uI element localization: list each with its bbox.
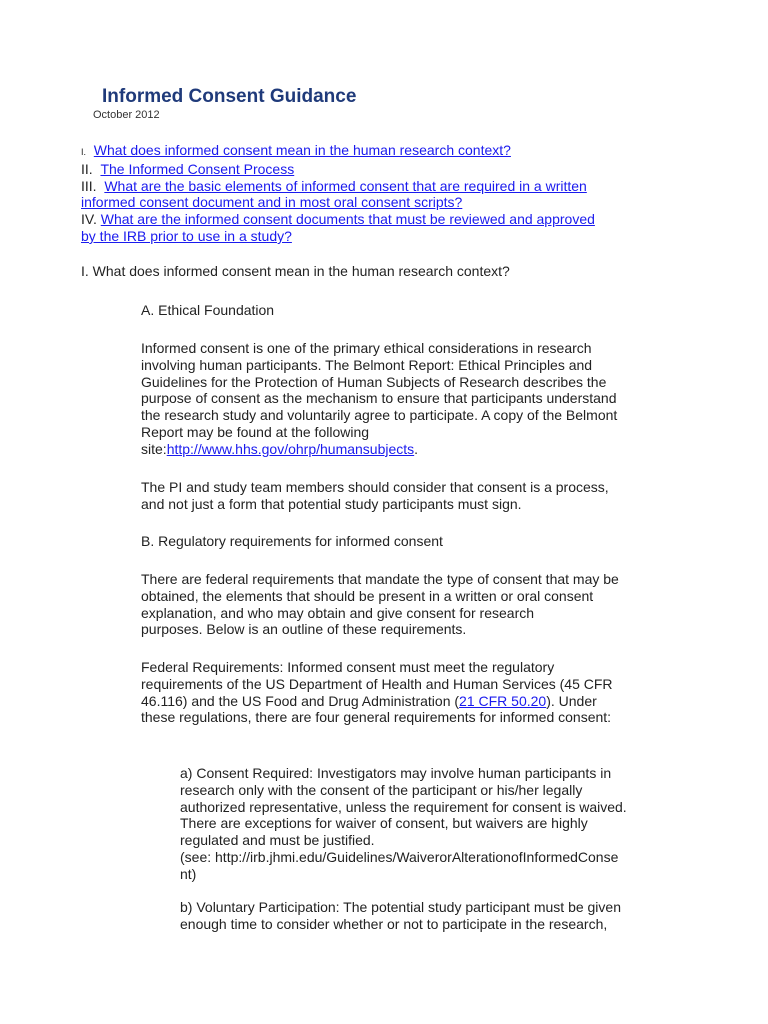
paragraph-federal-overview bbox=[141, 571, 681, 638]
paragraph-line: authorized representative, unless the requirement for consent is waived. bbox=[180, 798, 627, 815]
paragraph-line: regulated and must be justified. bbox=[180, 832, 375, 849]
document-title: Informed Consent Guidance bbox=[102, 86, 357, 107]
paragraph-line: nt) bbox=[180, 865, 197, 882]
toc-link-4-line-2[interactable]: by the IRB prior to use in a study? bbox=[81, 227, 292, 244]
toc-item-3-number: III. bbox=[81, 177, 97, 194]
paragraph-line: purpose of consent as the mechanism to ensure that participants understand bbox=[141, 390, 617, 407]
paragraph-line: Report may be found at the following bbox=[141, 423, 370, 440]
paragraph-line: and not just a form that potential study participants must sign. bbox=[141, 495, 522, 512]
paragraph-line: the research study and voluntarily agree to participate. A copy of the Belmont bbox=[141, 407, 618, 424]
toc-link-4-line-1[interactable]: What are the informed consent documents that must be reviewed and approved bbox=[100, 211, 595, 228]
toc-item-1 bbox=[81, 142, 681, 161]
table-of-contents bbox=[81, 142, 681, 245]
subsection-b-heading: B. Regulatory requirements for informed consent bbox=[141, 533, 443, 549]
paragraph-line: enough time to consider whether or not to participate in the research, bbox=[180, 915, 608, 932]
subsection-a-heading: A. Ethical Foundation bbox=[141, 302, 275, 318]
paragraph-line: research only with the consent of the participant or his/her legally bbox=[180, 781, 583, 798]
paragraph-process bbox=[141, 479, 681, 513]
site-prefix: site: bbox=[141, 440, 167, 457]
paragraph-line: these regulations, there are four general requirements for informed consent: bbox=[141, 709, 612, 726]
cfr-suffix: ). Under bbox=[546, 692, 597, 709]
paragraph-line: a) Consent Required: Investigators may involve human participants in bbox=[180, 765, 612, 781]
toc-link-1[interactable]: What does informed consent mean in the human research context? bbox=[93, 142, 511, 158]
toc-item-4 bbox=[81, 211, 681, 228]
document-date: October 2012 bbox=[93, 109, 160, 121]
item-voluntary-participation bbox=[180, 899, 690, 933]
section-1-heading: I. What does informed consent mean in the human research context? bbox=[81, 263, 510, 279]
paragraph-line: (see: http://irb.jhmi.edu/Guidelines/WaiverorAlterationofInformedConse bbox=[180, 848, 619, 865]
paragraph-line: explanation, and who may obtain and give consent for research bbox=[141, 604, 535, 621]
paragraph-line: There are federal requirements that mandate the type of consent that may be bbox=[141, 571, 619, 587]
toc-item-3 bbox=[81, 178, 681, 195]
toc-item-2 bbox=[81, 161, 681, 178]
belmont-report-link[interactable]: http://www.hhs.gov/ohrp/humansubjects bbox=[166, 440, 415, 457]
paragraph-line-with-link bbox=[141, 693, 681, 710]
paragraph-ethical-foundation bbox=[141, 340, 681, 458]
paragraph-line-with-link bbox=[141, 441, 681, 458]
item-consent-required bbox=[180, 765, 690, 883]
toc-item-3-cont bbox=[81, 194, 681, 211]
paragraph-line: Federal Requirements: Informed consent must meet the regulatory bbox=[141, 659, 555, 675]
paragraph-line: The PI and study team members should consider that consent is a process, bbox=[141, 479, 609, 495]
paragraph-federal-requirements bbox=[141, 659, 681, 726]
cfr-prefix: 46.116) and the US Food and Drug Administration ( bbox=[141, 692, 460, 709]
paragraph-line: There are exceptions for waiver of consent, but waivers are highly bbox=[180, 815, 588, 832]
toc-link-2[interactable]: The Informed Consent Process bbox=[100, 160, 295, 177]
paragraph-line: Informed consent is one of the primary ethical considerations in research bbox=[141, 340, 592, 356]
paragraph-line: obtained, the elements that should be present in a written or oral consent bbox=[141, 587, 594, 604]
paragraph-line: requirements of the US Department of Health and Human Services (45 CFR bbox=[141, 675, 613, 692]
toc-item-2-number: II. bbox=[81, 160, 93, 177]
paragraph-line: involving human participants. The Belmont Report: Ethical Principles and bbox=[141, 356, 593, 373]
paragraph-line: purposes. Below is an outline of these requirements. bbox=[141, 621, 467, 638]
cfr-50-20-link[interactable]: 21 CFR 50.20 bbox=[459, 692, 547, 709]
toc-link-3-line-2[interactable]: informed consent document and in most oral consent scripts? bbox=[81, 194, 463, 211]
paragraph-line: b) Voluntary Participation: The potential study participant must be given bbox=[180, 899, 621, 915]
toc-link-3-line-1[interactable]: What are the basic elements of informed consent that are required in a written bbox=[104, 177, 587, 194]
site-suffix: . bbox=[414, 440, 419, 457]
paragraph-line: Guidelines for the Protection of Human Subjects of Research describes the bbox=[141, 373, 607, 390]
toc-item-1-number: I. bbox=[81, 147, 87, 157]
toc-item-4-number: IV. bbox=[81, 211, 97, 228]
toc-item-4-cont bbox=[81, 228, 681, 245]
